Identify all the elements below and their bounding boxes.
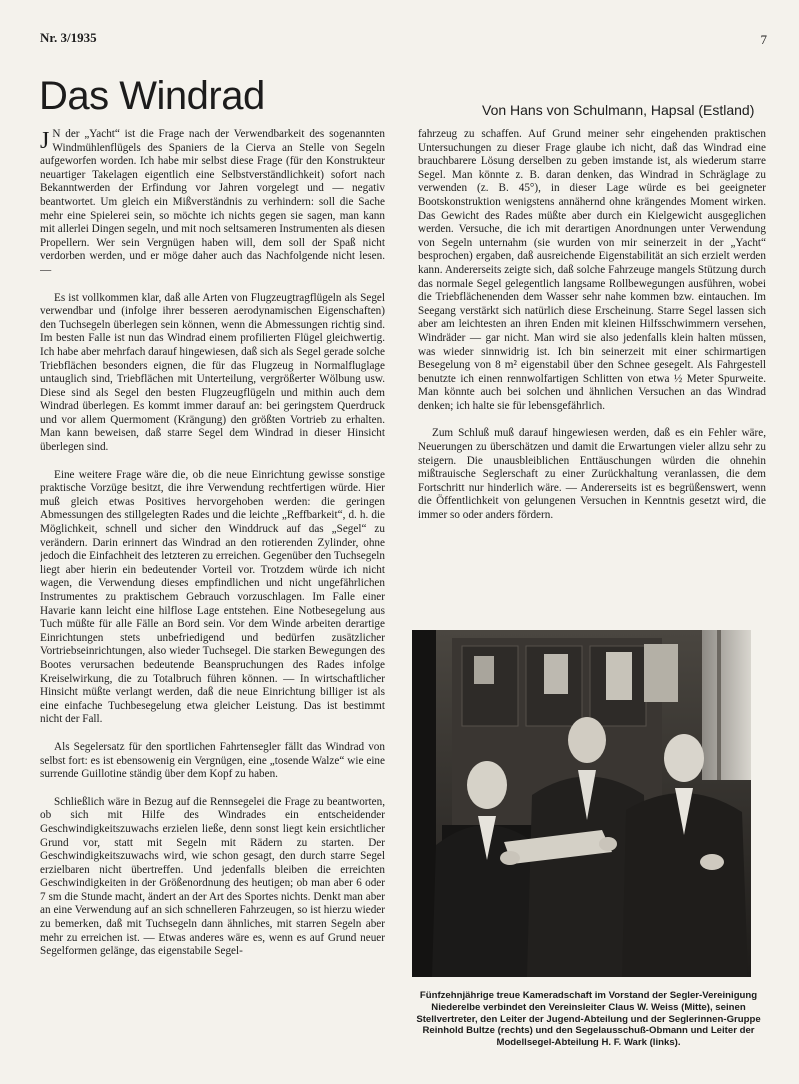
- photo-illustration: [412, 630, 751, 977]
- paragraph: Schließlich wäre in Bezug auf die Rennsegelei die Frage zu beantworten, ob sich mit Hilfe des Windrades ein entscheidender Geschwindigkeitszuwachs erzielen ließe, denn sonst liegt kein ersichtlicher Grund vor, statt mit Segeln mit Rädern zu starten. Der Geschwindigkeitszuwachs wird, wie schon gesagt, den durch starre Segel erzielbaren nicht übertreffen. Und jedenfalls bleiben die erreichten Geschwindigkeiten in der Größenordnung des heutigen; ob man aber 6 oder 7 sm die Stunde macht, ändert an der Art des Sportes nichts. Denkt man aber an eine Verwendung auf an sich schnelleren Fahrzeugen, so ist hierzu wieder zu bemerken, daß mit Tuchsegeln dann ähnliches, mit starren Segeln aber mehr zu erreichen ist. — Etwas anderes wäre es, wenn es auf Grund neuer Segelformen gelänge, das eigenstabile Segel-: [40, 795, 385, 958]
- issue-number: Nr. 3/1935: [40, 30, 97, 45]
- drop-cap: J: [40, 128, 50, 154]
- group-photo: [412, 630, 751, 977]
- paragraph: Zum Schluß muß darauf hingewiesen werden, daß es ein Fehler wäre, Neuerungen zu überschätzen und damit die Erwartungen vieler allzu sehr zu steigern. Die unausbleiblichen Enttäuschungen würden die ohnehin mißtrauische Seglerschaft zu einer Zurückhaltung veranlassen, die dem Fortschritt nur hinderlich wäre. — Andererseits ist es begrüßenswert, wenn die Öffentlichkeit von gelungenen Versuchen in Kenntnis gesetzt wird, die immer so oder anders fördern.: [418, 427, 766, 522]
- left-column: [40, 128, 385, 1073]
- paragraph: fahrzeug zu schaffen. Auf Grund meiner sehr eingehenden praktischen Untersuchungen zu dieser Frage glaube ich nicht, daß das Windrad eine brauchbarere Lösung derselben zu geben imstande ist, als wiederum starre Segel. Man könnte z. B. daran denken, das Windrad in Schräglage zu verwenden (z. B. 45°), in dieser Lage würde es bei geeigneter Bootskonstruktion wenigstens annähernd ohne krängendes Moment wirken. Das Gewicht des Rades müßte aber durch ein Kielgewicht ausgeglichen werden. Versuche, die ich mit derartigen Anordnungen unter Verwendung von Segeln unternahm (sie wurden von mir seinerzeit in der „Yacht“ besprochen) ergaben, daß ausreichende Eigenstabilität an sich erzielt werden kann. Andererseits zeigte sich, daß solche Fahrzeuge mangels Stützung durch das normale Segel gelegentlich langsame Rollbewegungen ausführen, wobei die Triebflächenenden dem Wasser sehr nahe kommen bzw. eintauchen. Im Seegang verstärkt sich natürlich diese Erscheinung. Starre Segel lassen sich aber am leichtesten an ihren Enden mit kleinen Hilfsschwimmern versehen, Windräder — gar nicht. Man wird sie also jedenfalls klein halten müssen, was wieder sinnwidrig ist. Ich bin seinerzeit mit einer schirmartigen Besegelung von 8 m² eigenstabil über den Schnee gesegelt. Als Fahrgestell benutzte ich einen rennwolfartigen Schlitten von etwa ½ Meter Spurweite. Man könnte auch bei solchen und ähnlichen Versuchen an das Windrad denken; ich halte sie für lebensgefährlich.: [418, 128, 766, 412]
- photo-caption: Fünfzehnjährige treue Kameradschaft im Vorstand der Segler-Vereinigung Niederelbe verbindet den Vereinsleiter Claus W. Weiss (Mitte), seinen Stellvertreter, den Leiter der Jugend-Abteilung und der Seglerinnen-Gruppe Reinhold Bultze (rechts) und den Segelausschuß-Obmann und Leiter der Modellsegel-Abteilung H. F. Wark (links).: [416, 990, 761, 1049]
- article-byline: Von Hans von Schulmann, Hapsal (Estland): [482, 102, 755, 118]
- paragraph: Als Segelersatz für den sportlichen Fahrtensegler fällt das Windrad von selbst fort: es ist ebensowenig ein Vergnügen, eine „tosende Walze“ wie eine surrende Guillotine ständig über dem Kopf zu haben.: [40, 740, 385, 781]
- paragraph: Es ist vollkommen klar, daß alle Arten von Flugzeugtragflügeln als Segel verwendbar und (infolge ihrer besseren aerodynamischen Eigenschaften) den Tuchsegeln überlegen sein können, wenn die Abmessungen richtig sind. Im besten Falle ist nun das Windrad einem profilierten Flügel gleichwertig. Ich habe aber mehrfach darauf hingewiesen, daß sich als Segel gerade solche Triebflächen besonders eignen, die für das Flugzeug in Normalfluglage untauglich sind, Triebflächen mit Unterteilung, vergrößerter Wölbung usw. Diese sind als Segel den besten Flugzeugflügeln und mithin auch dem Windrad überlegen. Es kommt immer darauf an: bei geringstem Querdruck und vor allem Quermoment (Krängung) den größten Vortrieb zu erhalten. Man kann beweisen, daß starre Segel dem Windrad in dieser Hinsicht überlegen sind.: [40, 291, 385, 454]
- page-number: 7: [760, 32, 767, 47]
- article-title: Das Windrad: [39, 74, 265, 118]
- paragraph: Eine weitere Frage wäre die, ob die neue Einrichtung gewisse sonstige praktische Vorzüge besitzt, die ihre Verwendung rechtfertigen würde. Hier muß gleich etwas Positives hervorgehoben werden: die geringen Abmessungen des stillgelegten Rades und die leichte „Reffbarkeit“, d. h. die Möglichkeit, schnell und sicher den Winddruck auf das „Segel“ zu verändern. Darin erinnert das Windrad an den rotierenden Zylinder, ohne jedoch die Einfachheit des letzteren zu erreichen. Gegenüber den Tuchsegeln liegt aber hierin ein bedeutender Vorteil vor. Trotzdem würde ich nicht wagen, die Verwendung dieses empfindlichen und nicht ungefährlichen Instrumentes zu praktischem Gebrauch vorzuschlagen. Im Falle einer Havarie kann leicht eine hilflose Lage entstehen. Eine Notbesegelung aus Tuch müßte für alle Fälle an Bord sein. Vor dem Winde arbeiten derartige Einrichtungen stets unbefriedigend und bedürfen zusätzlicher Vortriebseinrichtungen, also wieder Tuchsegel. Die starken Bewegungen des Bootes verursachen bedeutende Beanspruchungen des Rades infolge Kreiselwirkung, die zu Totalbruch führen können. — In wirtschaftlicher Hinsicht müßte verlangt werden, daß die neue Einrichtung billiger ist als eine einfache Tuchbesegelung etwa gleicher Leistung. Das ist bestimmt nicht der Fall.: [40, 468, 385, 726]
- right-column: [418, 128, 766, 618]
- paragraph-text: N der „Yacht“ ist die Frage nach der Verwendbarkeit des sogenannten Windmühlenflügels des Spaniers de la Cierva an Stelle von Segeln aufgeworfen worden. Ich habe mir selbst diese Frage (für den Konstrukteur neuartiger Takelagen eigentlich eine Selbstverständlichkeit) sofort nach Bekanntwerden der Erfindung vor Jahren vorgelegt und — negativ beantwortet. Um gleich ein Mißverständnis zu verhindern: soll die Sache mehr eine Spielerei sein, so möchte ich nichts gegen sie sagen, man kann mit allerlei Dingen segeln, und mit noch seltsameren Instrumenten als diesen Propellern. Wer sein Vergnügen haben will, dem soll der Spaß nicht verdorben werden, und er möge daher auch das Nachfolgende nicht lesen. —: [40, 128, 385, 276]
- paragraph: [40, 128, 385, 278]
